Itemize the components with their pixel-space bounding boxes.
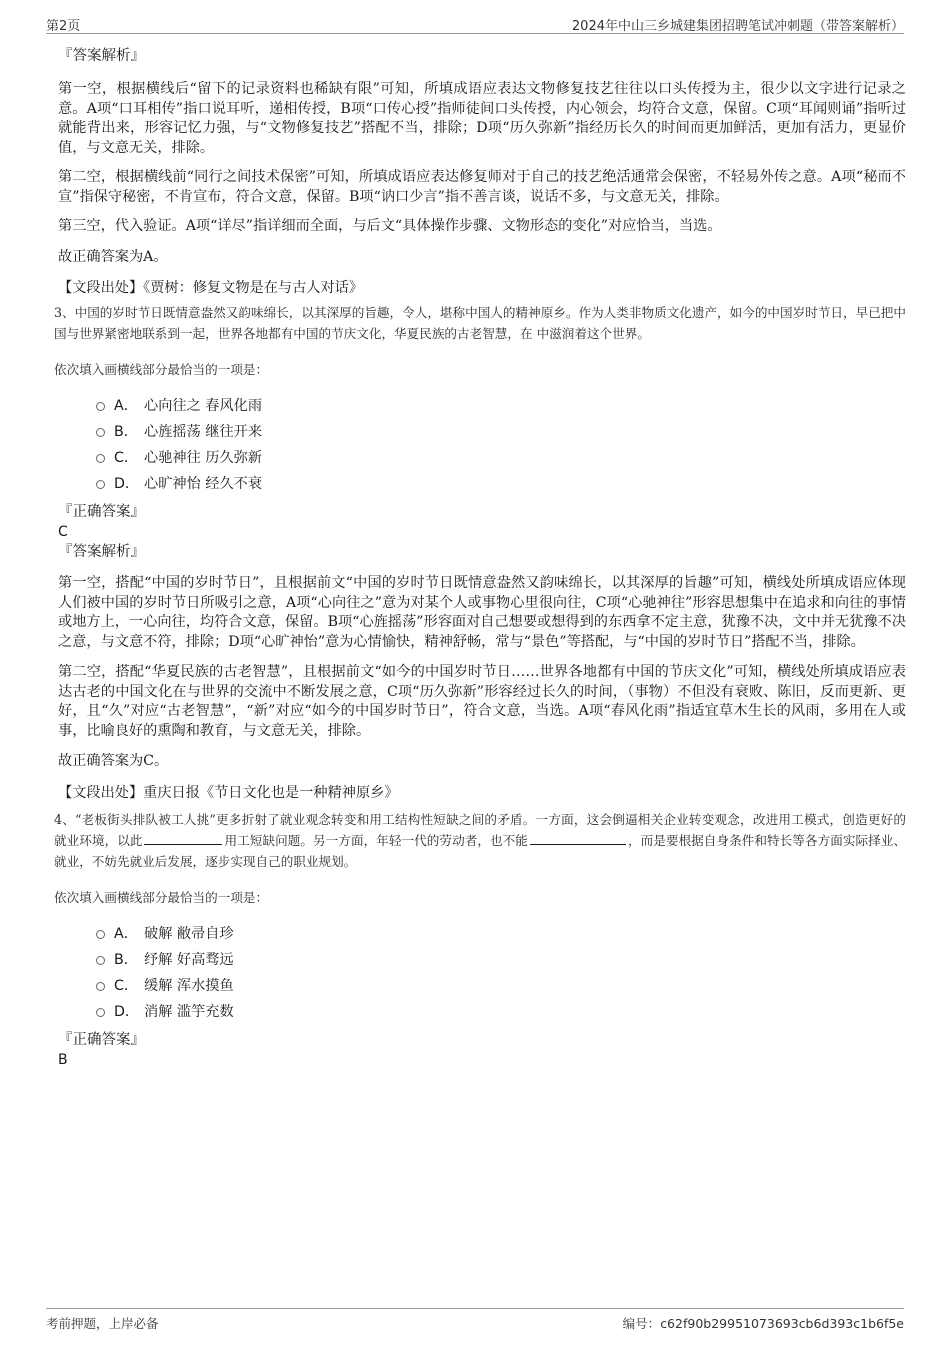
option-letter: A． — [114, 925, 138, 942]
code-value: c62f90b29951073693cb6d393c1b6f5e — [660, 1316, 904, 1331]
option-c[interactable] — [96, 444, 906, 470]
option-letter: A． — [114, 398, 138, 414]
option-text: 心旷神怡 经久不衰 — [144, 476, 263, 492]
option-b[interactable] — [96, 946, 906, 972]
option-text: 纾解 好高骛远 — [144, 951, 234, 968]
radio-icon[interactable] — [96, 454, 105, 463]
fill-blank — [530, 830, 626, 845]
footer-slogan: 考前押题，上岸必备 — [46, 1316, 159, 1331]
correct-answer-value: C — [58, 524, 68, 540]
radio-icon[interactable] — [96, 930, 105, 939]
question-text-part: 用工短缺问题。另一方面，年轻一代的劳动者，也不能 — [224, 832, 528, 848]
conclusion-text: 故正确答案为A。 — [58, 248, 168, 265]
radio-icon[interactable] — [96, 1008, 105, 1017]
option-letter: B． — [114, 951, 138, 968]
option-text: 破解 敝帚自珍 — [144, 925, 234, 942]
document-title: 2024年中山三乡城建集团招聘笔试冲刺题（带答案解析） — [571, 19, 904, 34]
options-list — [96, 392, 906, 496]
option-text: 缓解 浑水摸鱼 — [144, 977, 234, 994]
answer-analysis-label: 『答案解析』 — [58, 48, 145, 64]
option-letter: C． — [114, 450, 139, 466]
option-a[interactable] — [96, 920, 906, 946]
correct-answer-value: B — [58, 1051, 68, 1068]
radio-icon[interactable] — [96, 402, 105, 411]
option-d[interactable] — [96, 998, 906, 1024]
radio-icon[interactable] — [96, 956, 105, 965]
analysis-paragraph: 第二空，根据横线前“同行之间技术保密”可知，所填成语应表达修复师对于自己的技艺绝活通常会保密，不轻易外传之意。A项“秘而不宣”指保守秘密，不肯宣布，符合文意，保留。B项“讷口少言”指不善言谈，说话不多，与文意无关，排除。 — [58, 169, 906, 205]
analysis-paragraph: 第一空，搭配“中国的岁时节日”，且根据前文“中国的岁时节日既情意盎然又韵味绵长，以其深厚的旨趣”可知，横线处所填成语应体现人们被中国的岁时节日所吸引之意，A项“心向往之”意为对某个人或事物心里很向往，C项“心驰神往”形容思想集中在追求和向往的事情或地方上，一心向往，均符合文意，保留。B项“心旌摇荡”形容面对自己想要或想得到的东西拿不定主意，犹豫不决，文中并无犹豫不决之意，与文意不符，排除；D项“心旷神怡”意为心情愉快，精神舒畅，常与“景色”等搭配，与“中国的岁时节日”搭配不当，排除。 — [58, 575, 906, 650]
option-text: 心向往之 春风化雨 — [144, 398, 263, 414]
code-label: 编号： — [622, 1316, 661, 1331]
option-letter: D． — [114, 1003, 140, 1020]
fill-blank — [144, 830, 222, 845]
page-footer — [46, 1308, 904, 1331]
conclusion-text: 故正确答案为C。 — [58, 753, 169, 769]
correct-answer-label: 『正确答案』 — [58, 1031, 145, 1048]
source-citation: 【文段出处】《贾树：修复文物是在与古人对话》 — [58, 280, 364, 296]
radio-icon[interactable] — [96, 480, 105, 489]
document-code — [623, 1314, 904, 1332]
option-c[interactable] — [96, 972, 906, 998]
main-content — [46, 42, 906, 1070]
page-header — [46, 14, 904, 34]
option-text: 消解 滥竽充数 — [144, 1003, 234, 1020]
option-b[interactable] — [96, 418, 906, 444]
option-a[interactable] — [96, 392, 906, 418]
option-text: 心旌摇荡 继往开来 — [144, 424, 263, 440]
radio-icon[interactable] — [96, 982, 105, 991]
question-text — [54, 809, 906, 872]
answer-analysis-label: 『答案解析』 — [58, 544, 145, 560]
option-letter: D． — [114, 476, 140, 492]
options-list — [96, 920, 906, 1024]
radio-icon[interactable] — [96, 428, 105, 437]
question-prompt: 依次填入画横线部分最恰当的一项是： — [54, 889, 269, 905]
question-text: 3、中国的岁时节日既情意盎然又韵味绵长，以其深厚的旨趣，令人，堪称中国人的精神原乡。作为人类非物质文化遗产，如今的中国岁时节日，早已把中国与世界紧密地联系到一起，世界各地都有中国的节庆文化，华夏民族的古老智慧，在 中滋润着这个世界。 — [54, 305, 906, 341]
page-number: 第2页 — [46, 19, 81, 34]
source-citation: 【文段出处】重庆日报《节日文化也是一种精神原乡》 — [58, 784, 399, 801]
option-text: 心驰神往 历久弥新 — [144, 450, 263, 466]
option-letter: C． — [114, 977, 139, 994]
question-text-part: 4、“老板街头排队被工人挑”更多折射了就业观念转变和用工结构性短缺之间的矛盾。一方面，这会倒逼相关企业转变观念，改进用工模式，创造更好的就业环境，以此 — [54, 811, 906, 848]
analysis-paragraph: 第二空，搭配“华夏民族的古老智慧”，且根据前文“如今的中国岁时节日……世界各地都有中国的节庆文化”可知，横线处所填成语应表达古老的中国文化在与世界的交流中不断发展之意，C项“历久弥新”形容经过长久的时间，（事物）不但没有衰败、陈旧，反而更新、更好，且“久”对应“古老智慧”，“新”对应“如今的中国岁时节日”，符合文意，当选。A项“春风化雨”指适宜草木生长的风雨，多用在人或事，比喻良好的熏陶和教育，与文意无关，排除。 — [58, 664, 906, 739]
question-prompt: 依次填入画横线部分最恰当的一项是： — [54, 362, 269, 377]
option-d[interactable] — [96, 470, 906, 496]
correct-answer-label: 『正确答案』 — [58, 504, 145, 520]
option-letter: B． — [114, 424, 138, 440]
question-text-part: ，而是要根据自身条件和特长等各方面实际择业、就业，不妨先就业后发展，逐步实现自己的职业规划。 — [54, 832, 906, 869]
analysis-paragraph: 第三空，代入验证。A项“详尽”指详细而全面，与后文“具体操作步骤、文物形态的变化”对应恰当，当选。 — [58, 218, 722, 234]
analysis-paragraph: 第一空，根据横线后“留下的记录资料也稀缺有限”可知，所填成语应表达文物修复技艺往往以口头传授为主，很少以文字进行记录之意。A项“口耳相传”指口说耳听，递相传授，B项“口传心授”指师徒间口头传授，内心领会，均符合文意，保留。C项“耳闻则诵”指听过就能背出来，形容记忆力强，与“文物修复技艺”搭配不当，排除；D项“历久弥新”指经历长久的时间而更加鲜活，更加有活力，更显价值，与文意无关，排除。 — [58, 81, 906, 156]
